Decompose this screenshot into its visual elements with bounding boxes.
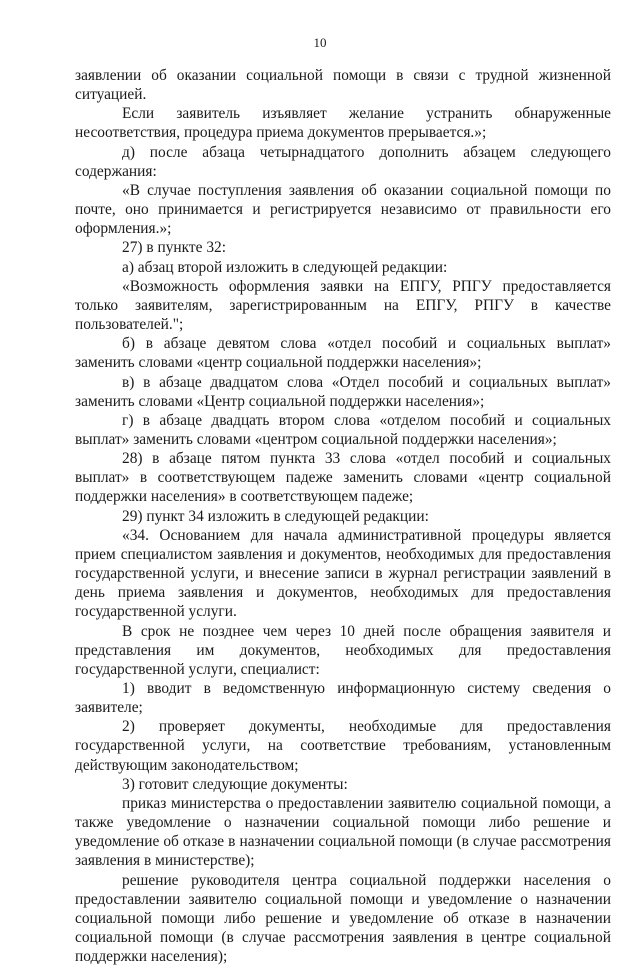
page-number: 10: [313, 35, 327, 50]
paragraph: 1) вводит в ведомственную информационную систему сведения о заявителе;: [75, 680, 611, 717]
paragraph: 2) проверяет документы, необходимые для предоставления государственной услуги, на соответствие требованиям, установленным действующим законодательством;: [75, 718, 611, 774]
paragraph: 27) в пункте 32:: [122, 239, 226, 257]
paragraph: д) после абзаца четырнадцатого дополнить абзацем следующего содержания:: [75, 143, 611, 180]
paragraph: заявлении об оказании социальной помощи в связи с трудной жизненной ситуацией.: [75, 67, 611, 104]
paragraph: Если заявитель изъявляет желание устранить обнаруженные несоответствия, процедура приема документов прерывается.»;: [75, 105, 611, 142]
paragraph: «34. Основанием для начала административной процедуры является прием специалистом заявления и документов, необходимых для предоставления государственной услуги, и внесение записи в журнал регистрации заявлений в день приема заявления и документов, необходимых для предоставления государственной услуги.: [75, 526, 611, 621]
paragraph: «В случае поступления заявления об оказании социальной помощи по почте, оно принимается и регистрируется независимо от правильности его оформления.»;: [75, 181, 611, 238]
paragraph: В срок не позднее чем через 10 дней после обращения заявителя и представления им документов, необходимых для предоставления государственной услуги, специалист:: [75, 622, 611, 678]
paragraph: б) в абзаце девятом слова «отдел пособий и социальных выплат» заменить словами «центр социальной поддержки населения»;: [75, 335, 611, 372]
paragraph: 29) пункт 34 изложить в следующей редакции:: [122, 507, 429, 525]
paragraph: г) в абзаце двадцать втором слова «отделом пособий и социальных выплат» заменить словами «центром социальной поддержки населения»;: [75, 411, 611, 448]
paragraph: приказ министерства о предоставлении заявителю социальной помощи, а также уведомление о назначении социальной помощи либо решение и уведомление об отказе в назначении социальной помощи (в случае рассмотрения заявления в министерстве);: [75, 794, 611, 870]
paragraph: 3) готовит следующие документы:: [122, 775, 348, 793]
document-body: [75, 66, 611, 966]
paragraph: в) в абзаце двадцатом слова «Отдел пособий и социальных выплат» заменить словами «Центр социальной поддержки населения»;: [75, 373, 611, 410]
paragraph: а) абзац второй изложить в следующей редакции:: [122, 258, 448, 276]
paragraph: 28) в абзаце пятом пункта 33 слова «отдел пособий и социальных выплат» в соответствующем падеже заменить словами «центр социальной поддержки населения» в соответствующем падеже;: [75, 450, 611, 506]
paragraph: «Возможность оформления заявки на ЕПГУ, РПГУ предоставляется только заявителям, зарегистрированным на ЕПГУ, РПГУ в качестве пользователей.";: [75, 277, 611, 334]
paragraph: решение руководителя центра социальной поддержки населения о предоставлении заявителю социальной помощи и уведомление о назначении социальной помощи либо решение и уведомление об отказе в назначении социальной помощи (в случае рассмотрения заявления в центре социальной поддержки населения);: [75, 871, 611, 966]
